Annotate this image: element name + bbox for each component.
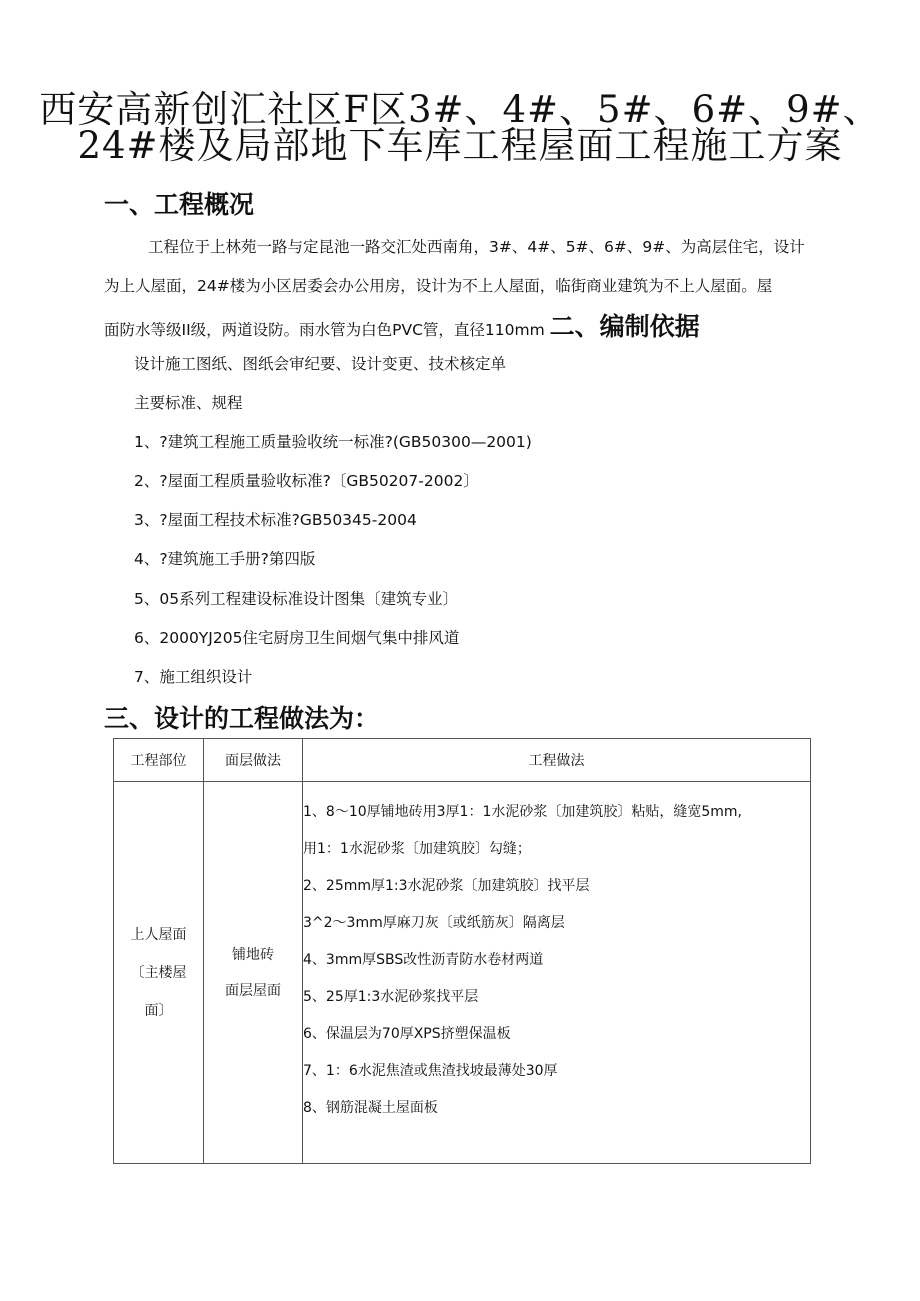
standard-item-7: 7、施工组织设计: [134, 668, 253, 686]
doc-title-line-1: 西安高新创汇社区F区3#、4#、5#、6#、9#、: [39, 88, 881, 131]
overview-line-1: 工程位于上林苑一路与定昆池一路交汇处西南角，3#、4#、5#、6#、9#、为高层住宅，设计: [148, 238, 805, 256]
surface-line: 面层屋面: [225, 982, 281, 999]
method-step: 3^2～3mm厚麻刀灰〔或纸筋灰〕隔离层: [303, 915, 565, 931]
location-cell: [114, 782, 204, 1164]
standard-item-5: 5、05系列工程建设标准设计图集〔建筑专业〕: [134, 590, 459, 608]
method-step: 2、25mm厚1:3水泥砂浆〔加建筑胶〕找平层: [303, 878, 590, 894]
basis-line-2: 主要标准、规程: [134, 394, 243, 412]
standard-item-2: 2、?屋面工程质量验收标准?〔GB50207-2002〕: [134, 472, 479, 490]
overview-line-3: [104, 314, 700, 343]
doc-title-line-2: 24#楼及局部地下车库工程屋面工程施工方案: [77, 124, 843, 167]
location-line: 上人屋面: [130, 926, 187, 943]
overview-line-2: 为上人屋面，24#楼为小区居委会办公用房，设计为不上人屋面，临街商业建筑为不上人屋面。屋: [104, 277, 773, 295]
method-step: 用1：1水泥砂浆〔加建筑胶〕勾缝；: [303, 841, 531, 857]
standard-item-4: 4、?建筑施工手册?第四版: [134, 550, 316, 568]
header-method: 工程做法: [303, 739, 811, 782]
construction-spec-table: [113, 738, 811, 1164]
method-step: 7、1：6水泥焦渣或焦渣找坡最薄处30厚: [303, 1063, 558, 1079]
table-header-row: [114, 739, 811, 782]
method-step: 6、保温层为70厚XPS挤塑保温板: [303, 1026, 511, 1042]
table-row: [114, 782, 811, 1164]
surface-line: 铺地砖: [232, 946, 274, 963]
method-cell: [303, 782, 811, 1164]
header-surface: 面层做法: [204, 739, 303, 782]
method-step: 4、3mm厚SBS改性沥青防水卷材两道: [303, 952, 544, 968]
overview-line-3-text: 面防水等级II级，两道设防。雨水管为白色PVC管，直径110mm: [104, 321, 545, 339]
location-line: 〔主楼屋: [130, 964, 187, 981]
standard-item-1: 1、?建筑工程施工质量验收统一标准?(GB50300—2001): [134, 433, 532, 451]
method-step: 1、8～10厚铺地砖用3厚1：1水泥砂浆〔加建筑胶〕粘贴，缝宽5mm,: [303, 804, 742, 820]
method-step: 5、25厚1:3水泥砂浆找平层: [303, 989, 479, 1005]
method-step: 8、钢筋混凝土屋面板: [303, 1100, 438, 1116]
header-location: 工程部位: [114, 739, 204, 782]
standard-item-6: 6、2000YJ205住宅厨房卫生间烟气集中排风道: [134, 629, 460, 647]
surface-cell: [204, 782, 303, 1164]
location-line: 面〕: [144, 1002, 173, 1019]
section-2-heading: 二、编制依据: [549, 312, 700, 341]
basis-line-1: 设计施工图纸、图纸会审纪要、设计变更、技术核定单: [134, 355, 507, 373]
section-1-heading: 一、工程概况: [104, 190, 255, 219]
standard-item-3: 3、?屋面工程技术标准?GB50345-2004: [134, 511, 417, 529]
section-3-heading: 三、设计的工程做法为：: [104, 704, 380, 733]
